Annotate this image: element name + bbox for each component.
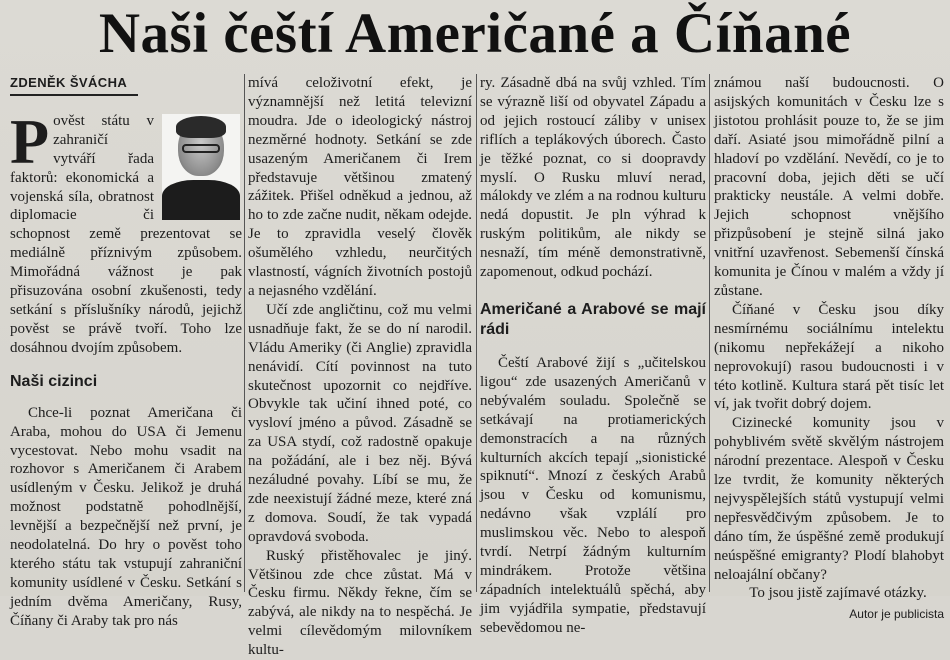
author-byline: ZDENĚK ŠVÁCHA <box>10 74 138 96</box>
body-paragraph: Čeští Arabové žijí s „učitelskou ligou“ zde usazených Američanů v nebývalém souladu. Společně se setkávají na protiamerických demonstracích a na různých kulturních akcích tepají „sionistické spiknutí“. Mnozí z českých Arabů jsou v Česku od komunismu, nedávno však vzplálí pro muslimskou věc. Nebo to alespoň tvrdí. Netrpí žádným kulturním mindrákem. Protože většina západních intelektuálů spěchá, aby jim vyjádřila sympatie, představují sebevědomou ne- <box>480 354 706 636</box>
drop-cap: P <box>10 105 50 177</box>
body-paragraph: Učí zde angličtinu, což mu velmi usnadňuje fakt, že se do ní narodil. Vládu Ameriky (či Anglie) zpravidla nenávidí. Cítí povinnost na tuto skutečnost upozornit co nejdříve. Obvykle tak učiní ihned poté, co vysloví jméno a původ. Zásadně se za USA stydí, což radostně opakuje na požádání, ale i bez něj. Bývá nezáludné povahy. Líbí se mu, že zde neexistují žádné meze, které zná z domova. Soudí, že tak vypadá opravdová svoboda. <box>248 301 472 545</box>
author-photo <box>162 114 240 214</box>
author-photo-hair <box>176 116 226 138</box>
body-paragraph: Chce-li poznat Američana či Araba, mohou do USA či Jemenu vycestovat. Nebo mohu vsadit na rozhovor s Američanem či Arabem usídleným v Česku. Jelikož je druhá možnost podstatně pohodlnější, levnější a bezpečnější než první, je neodolatelná. Do hry o pověst toho kterého státu tak vstupují zahraniční komunity usídlené v Česku. Setkání s jedním dvěma Američany, Rusy, Číňany či Araby tak pro nás <box>10 404 242 629</box>
column-rule <box>476 74 477 592</box>
closing-line: To jsou jistě zajímavé otázky. <box>749 585 927 602</box>
article-headline: Naši čeští Američané a Číňané <box>98 2 852 65</box>
body-paragraph: známou naší budoucnosti. O asijských komunitách v Česku lze s jistotou prohlásit pouze to, že se jim daří. Asiaté jsou mimořádně pilní a hladoví po vzdělání. Nevědí, co je to pracovní doba, jejich děti se učí prakticky neustále. A velmi dobře. Jejich schopnost vnějšího přizpůsobení je stejně silná jako vnitřní uzavřenost. Sebemenší čínská komunita je Čínou v malém a vždy jí zůstane. <box>714 75 944 299</box>
lead-paragraph-text: ověst státu v zahraničí vytváří řada faktorů: ekonomická a vojenská síla, obratnost diplomacie či schopnost země prezentovat se mediálně příznivým způsobem. Mimořádná vážnost je pak přisuzována osobní zkušenosti, tedy setkání s příslušníky národů, jejichž pověst se právě tvoří. Toho lze dosáhnou dvojím způsobem. <box>10 112 242 356</box>
subheading-americane-a-arabove: Američané a Arabové se mají rádi <box>480 300 706 338</box>
body-paragraph: Číňané v Česku jsou díky nesmírnému sociálnímu intelektu (nikomu nepřekážejí a nikoho neprovokují) rasou budoucnosti i v této kotlině. Kultura stará pět tisíc let ví, jak tvořit dobrý dojem. <box>714 301 944 413</box>
author-note: Autor je publicista <box>849 607 944 622</box>
column-rule <box>709 74 710 592</box>
body-paragraph: mívá celoživotní efekt, je významnější než letitá televizní moudra. Jde o ideologický nástroj nezměrné hodnoty. Setkání se zde usazeným Američanem či Irem představuje většinou zmatený zážitek. Přišel odněkud a jednou, až ho to zde začne nudit, někam odejde. Je to zpravidla veselý člověk ošumělého vzhledu, neurčitých vlastností, vágních životních postojů a nejasného vzdělání. <box>248 75 472 299</box>
article-column-2 <box>248 74 472 659</box>
subheading-nasi-cizinci: Naši cizinci <box>10 372 98 390</box>
article-column-3 <box>480 74 706 636</box>
body-paragraph: Ruský přistěhovalec je jiný. Většinou zde chce zůstat. Má v Česku firmu. Někdy řekne, čím se zabývá, ale nikdy na to nespěchá. Je velmi cílevědomým milovníkem kultu- <box>248 547 472 659</box>
author-photo-shoulders <box>162 180 240 220</box>
body-paragraph: Cizinecké komunity jsou v pohyblivém světě skvělým nástrojem národní prezentace. Alespoň v Česku lze tvrdit, že komunity některých nejvyspělejších států vystupují velmi nepřesvědčivým způsobem. Je to dáno tím, že úspěšné země produkují neúspěšné emigranty? Plodí blahobyt neloajální občany? <box>714 415 944 583</box>
column-rule <box>244 74 245 592</box>
body-paragraph: ry. Zásadně dbá na svůj vzhled. Tím se výrazně liší od obyvatel Západu a od jejich rostoucí záliby v unisex riflích a teplákových úborech. Často je těžké poznat, co si doopravdy myslí. O Rusku mluví nerad, málokdy ve zlém a na rodnou kulturu nedá dopustit. Je pln výhrad k ruským politikům, ale nikdy se nesnaží, tím méně demonstrativně, zapomenout, odkud pochází. <box>480 75 706 281</box>
article-column-1 <box>10 74 242 629</box>
author-photo-glasses <box>182 144 220 153</box>
article-column-4 <box>714 74 944 622</box>
